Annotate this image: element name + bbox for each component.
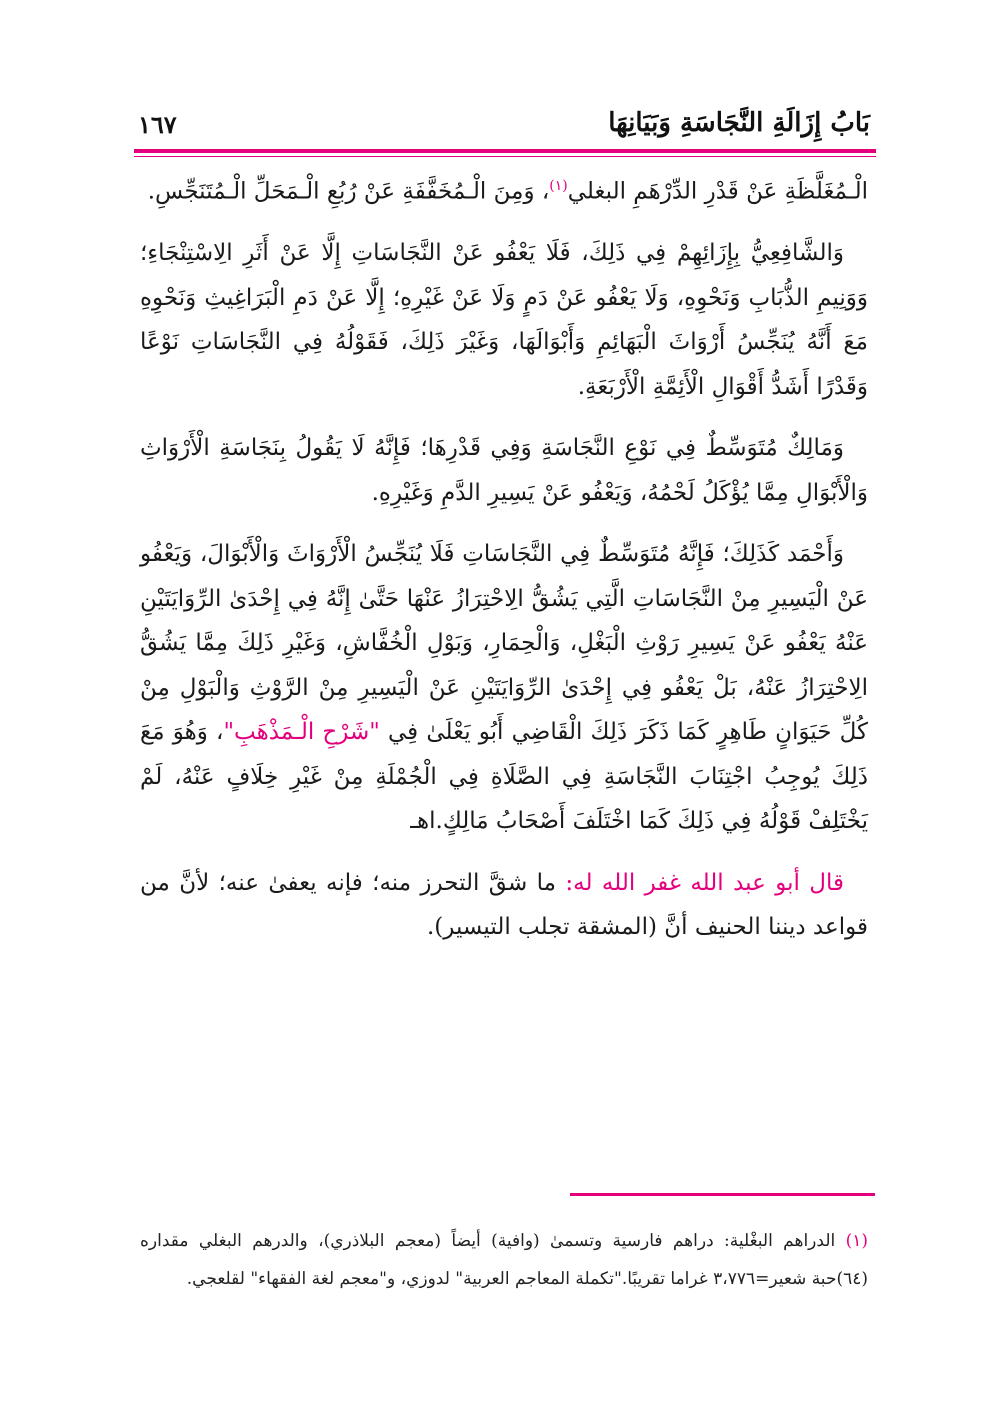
main-text	[140, 164, 868, 967]
paragraph-5-text: ما شقَّ التحرز منه؛ فإنه يعفىٰ عنه؛ لأنَّ من قواعد ديننا الحنيف أنَّ (المشقة تجلب التيسير).	[140, 869, 868, 941]
header-rule-thin	[134, 156, 876, 157]
paragraph-1-text-end: ، وَمِنَ الْـمُخَفَّفَةِ عَنْ رُبُعِ الْـمَحَلِّ الْـمُتَنَجِّسِ.	[147, 178, 550, 205]
page-header	[134, 100, 876, 146]
paragraph-3: وَمَالِكٌ مُتَوَسِّطٌ فِي نَوْعِ النَّجَاسَةِ وَفِي قَدْرِهَا؛ فَإِنَّهُ لَا يَقُولُ بِنَجَاسَةِ الْأَرْوَاثِ وَالْأَبْوَالِ مِمَّا يُؤْكَلُ لَحْمُهُ، وَيَعْفُو عَنْ يَسِيرِ الدَّمِ وَغَيْرِهِ.	[140, 435, 868, 506]
paragraph-4-text: وَأَحْمَد كَذَلِكَ؛ فَإِنَّهُ مُتَوَسِّطٌ فِي النَّجَاسَاتِ فَلَا يُنَجِّسُ الْأَرْوَاثَ وَالْأَبْوَالَ، وَيَعْفُو عَنْ الْيَسِيرِ مِنْ النَّجَاسَاتِ الَّتِي يَشُقُّ الِاحْتِرَازُ عَنْهَا حَتَّىٰ إِنَّهُ فِي إِحْدَىٰ الرِّوَايَتَيْنِ عَنْهُ يَعْفُو عَنْ يَسِيرِ رَوْثِ الْبَغْلِ، وَالْحِمَارِ، وَبَوْلِ الْخُفَّاشِ، وَغَيْرِ ذَلِكَ مِمَّا يَشُقُّ الِاحْتِرَازُ عَنْهُ، بَلْ يَعْفُو فِي إِحْدَىٰ الرِّوَايَتَيْنِ عَنْ الْيَسِيرِ مِنْ الرَّوْثِ وَالْبَوْلِ مِنْ كُلِّ حَيَوَانٍ طَاهِرٍ كَمَا ذَكَرَ ذَلِكَ الْقَاضِي أَبُو يَعْلَىٰ فِي	[140, 541, 868, 746]
chapter-title: بَابُ إِزَالَةِ النَّجَاسَةِ وَبَيَانِهَا	[608, 108, 870, 138]
footnotes	[140, 1222, 868, 1298]
author-signature: قال أبو عبد الله غفر الله له:	[565, 869, 844, 896]
footnote-1	[140, 1222, 868, 1298]
paragraph-1-text: الْـمُغَلَّظَةِ عَنْ قَدْرِ الدِّرْهَمِ البغلي	[567, 178, 868, 205]
paragraph-2: وَالشَّافِعِيُّ بِإِزَائِهِمْ فِي ذَلِكَ، فَلَا يَعْفُو عَنْ النَّجَاسَاتِ إِلَّا عَنْ أَثَرِ الِاسْتِنْجَاءِ؛ وَوَنِيمِ الذُّبَابِ وَنَحْوِهِ، وَلَا يَعْفُو عَنْ دَمٍ وَلَا عَنْ غَيْرِهِ؛ إِلَّا عَنْ دَمِ الْبَرَاغِيثِ وَنَحْوِهِ مَعَ أَنَّهُ يُنَجِّسُ أَرْوَاثَ الْبَهَائِمِ وَأَبْوَالَهَا، وَغَيْرَ ذَلِكَ، فَقَوْلُهُ فِي النَّجَاسَاتِ نَوْعًا وَقَدْرًا أَشَدُّ أَقْوَالِ الْأَئِمَّةِ الْأَرْبَعَةِ.	[140, 240, 868, 400]
footnote-separator	[570, 1193, 875, 1196]
page-number: ١٦٧	[138, 110, 177, 139]
footnote-text: الدراهم البغْلية: دراهم فارسية وتسمىٰ (وافية) أيضاً (معجم البلاذري)، والدرهم البغلي مقداره (٦٤)حبة شعير=٣،٧٧٦ غراما تقريبًا."تكملة المعاجم العربية" لدوزي، و"معجم لغة الفقهاء" لقلعجي.	[140, 1231, 868, 1289]
footnote-number: (١)	[845, 1231, 868, 1251]
paragraph-1	[140, 164, 868, 214]
paragraph-5	[140, 861, 868, 950]
paragraph-4	[140, 532, 868, 844]
book-title-quote: "شَرْحِ الْـمَذْهَبِ"	[223, 719, 380, 746]
paragraph-4-text-end: ، وَهُوَ مَعَ ذَلِكَ يُوجِبُ اجْتِنَابَ النَّجَاسَةِ فِي الصَّلَاةِ فِي الْجُمْلَةِ مِنْ غَيْرِ خِلَافٍ عَنْهُ، لَمْ يَخْتَلِفْ قَوْلُهُ فِي ذَلِكَ كَمَا اخْتَلَفَ أَصْحَابُ مَالِكٍ.اهـ	[140, 719, 868, 835]
footnote-ref[interactable]: (١)	[549, 178, 568, 194]
header-rule-thick	[134, 149, 876, 153]
